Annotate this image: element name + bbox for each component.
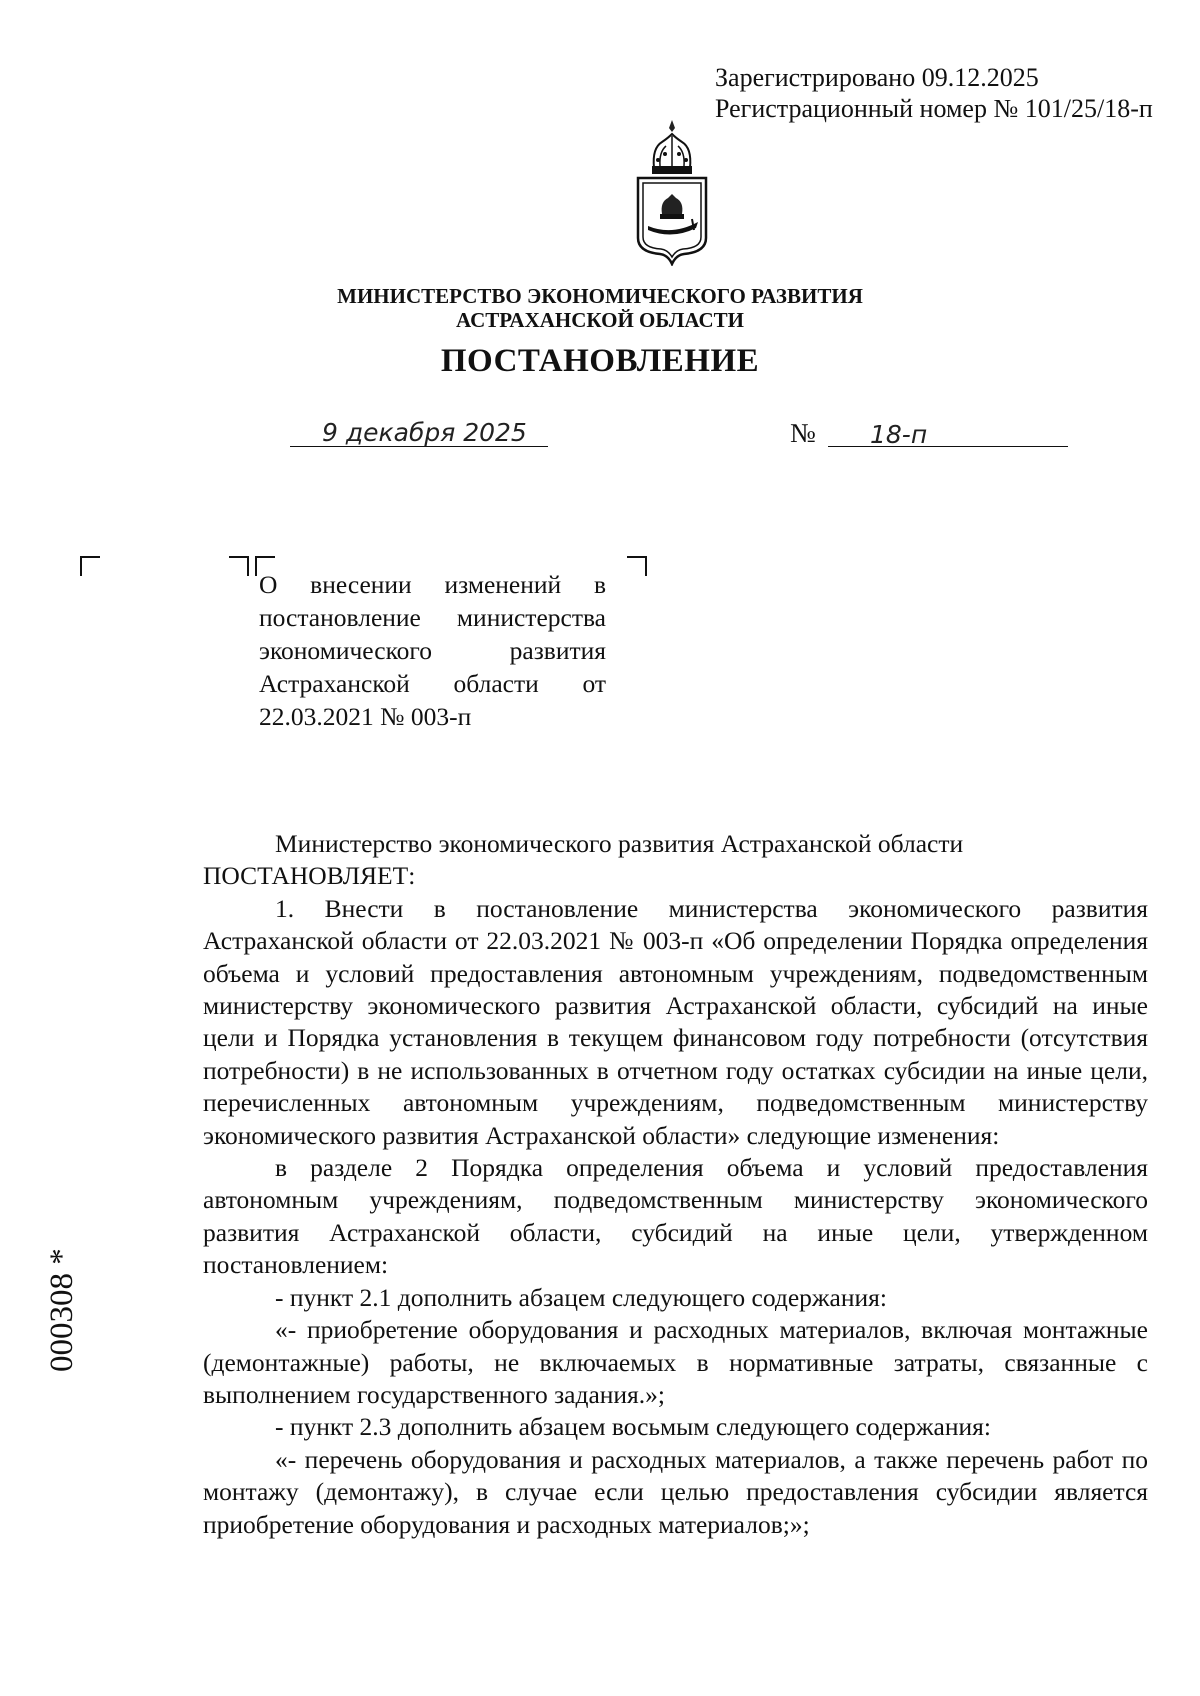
body-paragraph-resolves: ПОСТАНОВЛЯЕТ:: [203, 861, 416, 891]
ministry-title-line2: АСТРАХАНСКОЙ ОБЛАСТИ: [455, 308, 745, 332]
ministry-title-line1: МИНИСТЕРСТВО ЭКОНОМИЧЕСКОГО РАЗВИТИЯ: [337, 284, 863, 308]
body-paragraph-point-2-1-text: «- приобретение оборудования и расходных материалов, включая монтажные (демонтажные) работы, не включаемых в нормативные затраты, связанные с выполнением государственного задания.»;: [203, 1315, 1148, 1409]
registration-number: Регистрационный номер № 101/25/18-п: [715, 94, 1153, 123]
body-paragraph-section-2: в разделе 2 Порядка определения объема и условий предоставления автономным учреждениям, подведомственным министерству экономического развития Астраханской области, субсидий на иные цели, утвержденном постановлением:: [203, 1153, 1148, 1280]
corner-mark-left: [80, 556, 100, 576]
handwritten-date: 9 декабря 2025: [322, 418, 527, 447]
corner-mark-center-right: [229, 556, 249, 576]
document-type-heading: ПОСТАНОВЛЕНИЕ: [440, 343, 760, 379]
document-body: [203, 828, 1148, 1541]
body-paragraph-item-1: 1. Внести в постановление министерства экономического развития Астраханской области от 22.03.2021 № 003-п «Об определении Порядка определения объема и условий предоставления автономным учреждениям, подведомственным министерству экономического развития Астраханской области, субсидий на иные цели и Порядка установления в текущем финансовом году потребности (отсутствия потребности) в не использованных в отчетном году остатках субсидии на иные цели, перечисленных автономным учреждениям, подведомственным министерству экономического развития Астраханской области» следующие изменения:: [203, 893, 1148, 1150]
number-underline: [828, 446, 1068, 447]
body-paragraph-point-2-3: - пункт 2.3 дополнить абзацем восьмым следующего содержания:: [275, 1412, 991, 1442]
astrakhan-coat-of-arms-icon: [632, 118, 712, 266]
corner-mark-right: [627, 556, 647, 576]
document-subject: О внесении изменений в постановление министерства экономического развития Астраханской области от 22.03.2021 № 003-п: [259, 570, 606, 731]
number-label: №: [790, 418, 816, 448]
body-paragraph-point-2-3-text: «- перечень оборудования и расходных материалов, а также перечень работ по монтажу (демонтажу), в случае если целью предоставления субсидии является приобретение оборудования и расходных материалов;»;: [203, 1444, 1148, 1539]
registration-stamp: [715, 62, 1153, 124]
side-serial-code: 000308 *: [44, 1248, 80, 1372]
date-underline: [290, 446, 548, 447]
handwritten-number: 18-п: [870, 420, 928, 449]
registration-date: Зарегистрировано 09.12.2025: [715, 63, 1039, 92]
body-paragraph-point-2-1: - пункт 2.1 дополнить абзацем следующего содержания:: [275, 1282, 887, 1312]
body-paragraph-ministry: Министерство экономического развития Астраханской области: [275, 829, 964, 858]
